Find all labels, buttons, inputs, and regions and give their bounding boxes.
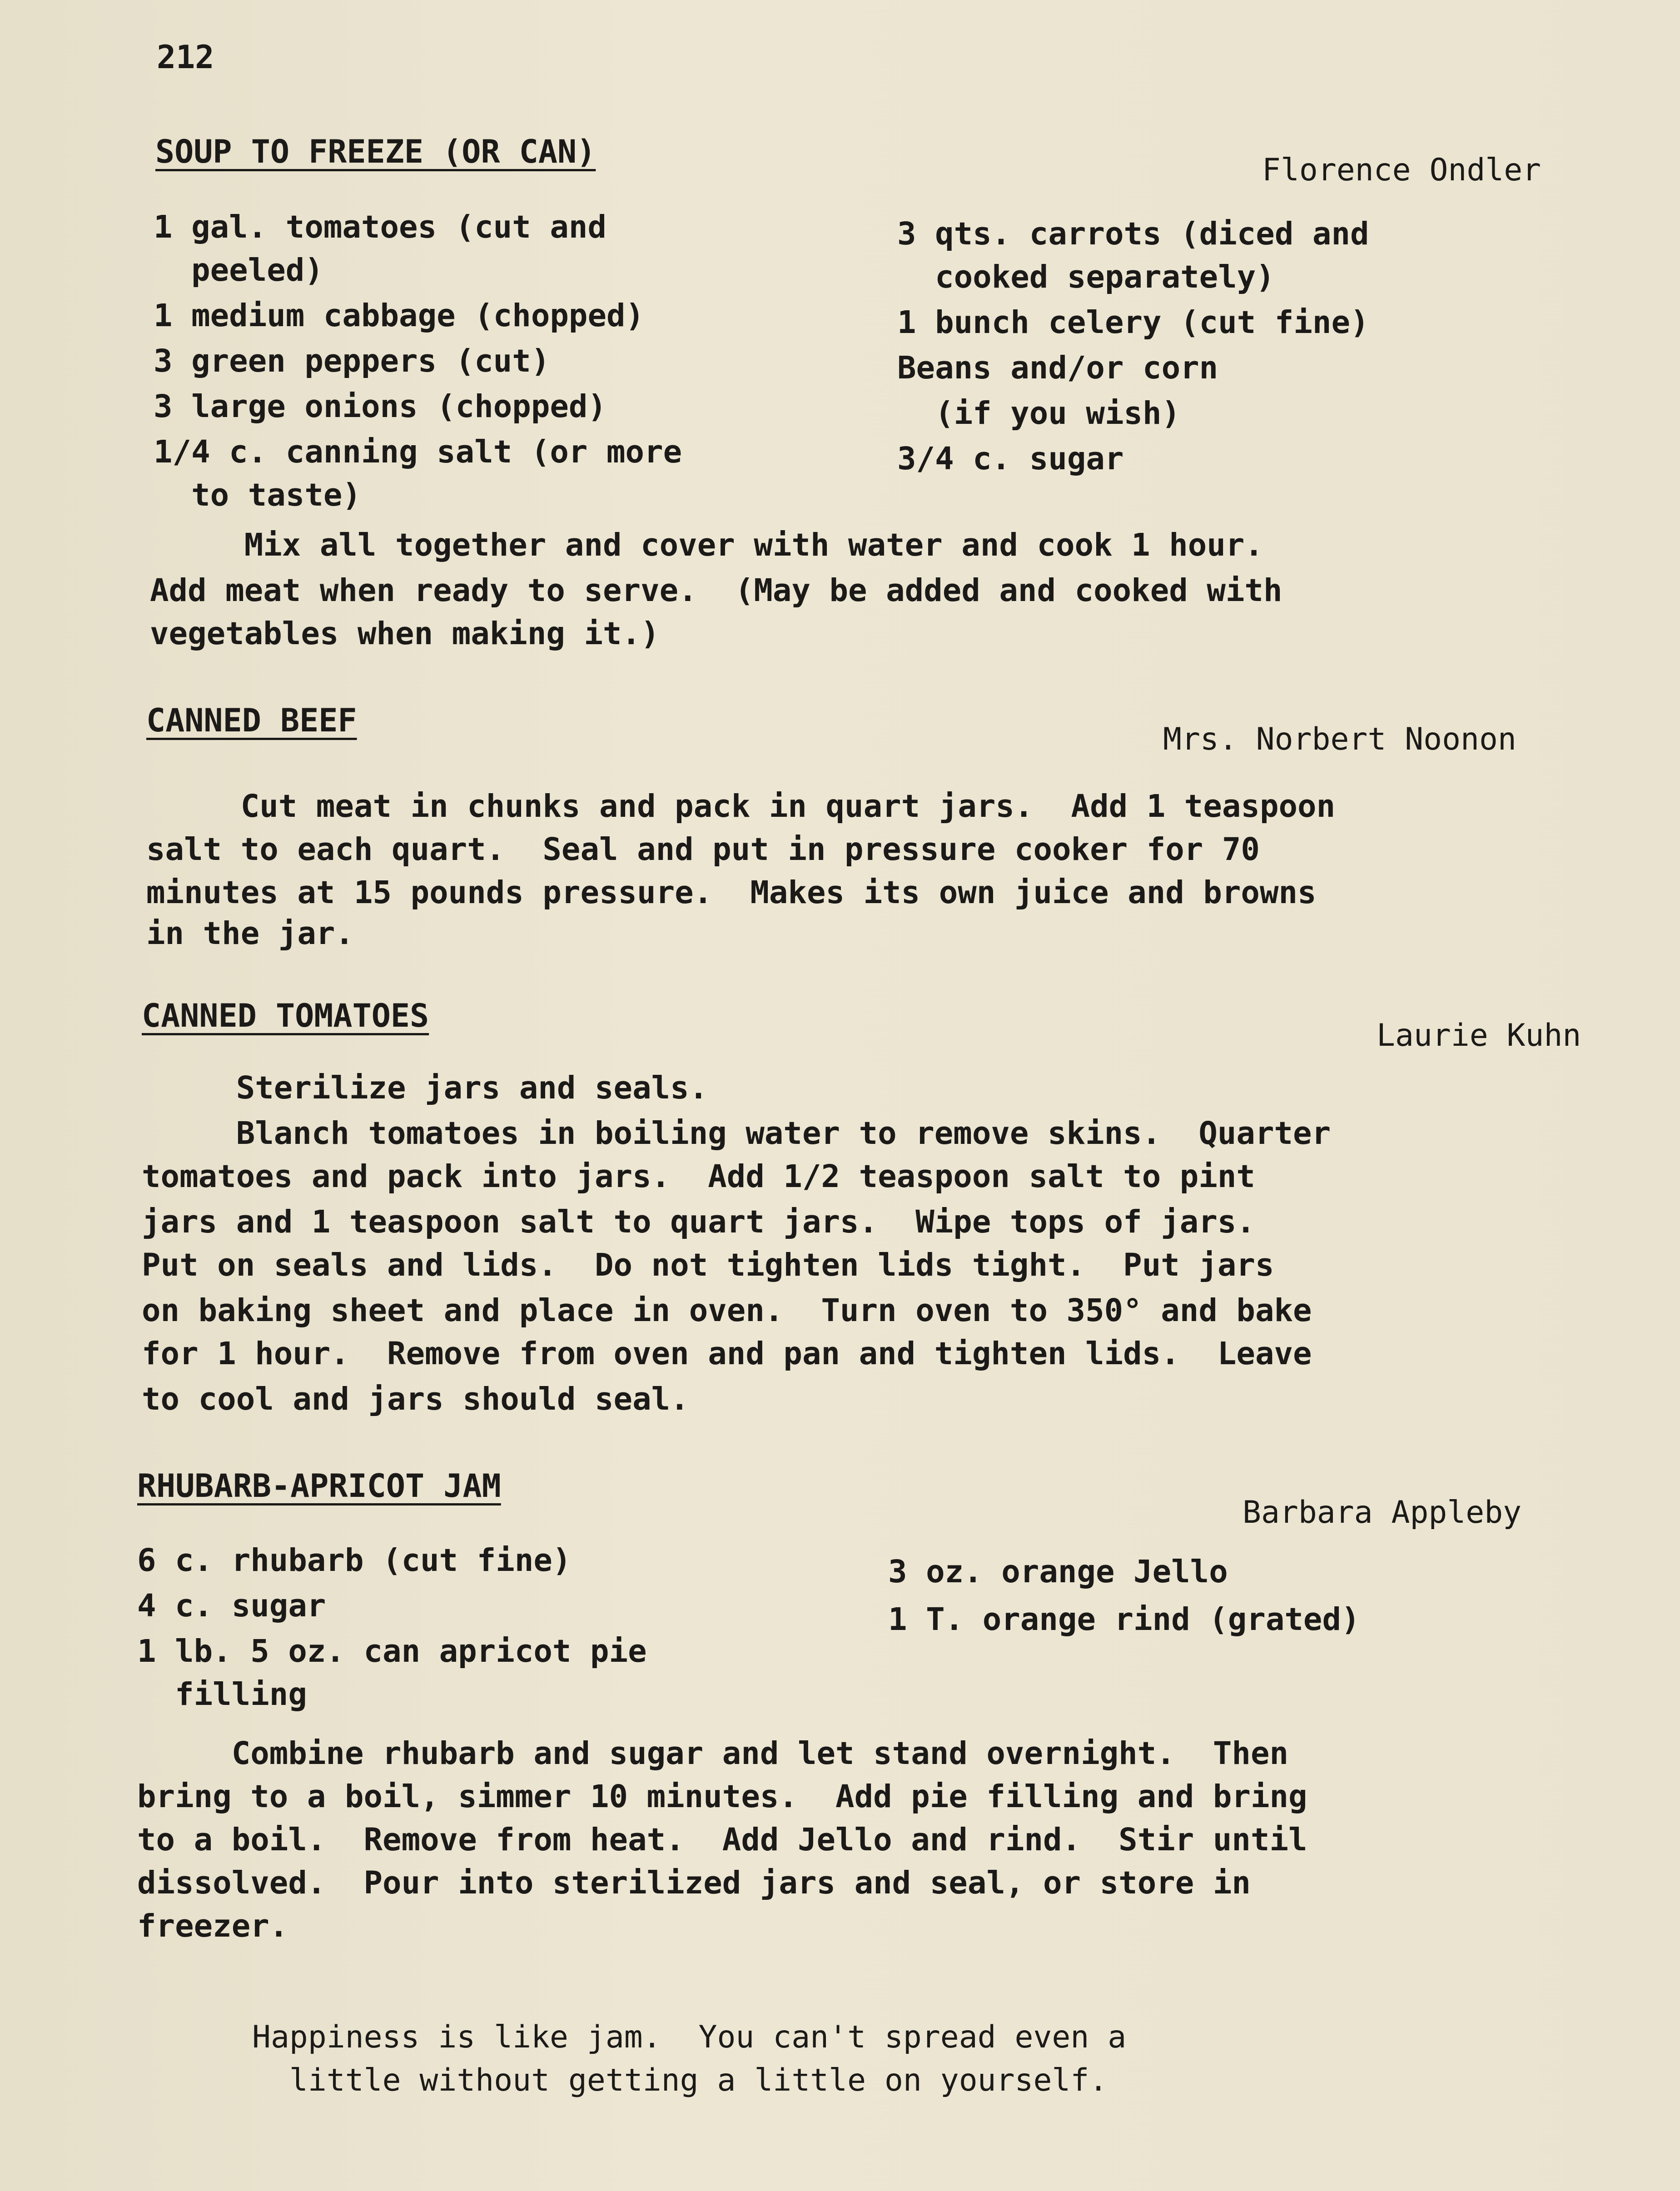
ingredient-line: cooked separately) xyxy=(897,259,1275,295)
ingredient-line: 1 lb. 5 oz. can apricot pie xyxy=(137,1633,647,1669)
ingredient-line: 1 medium cabbage (chopped) xyxy=(154,298,645,334)
closing-quote-line: little without getting a little on yourself. xyxy=(252,2062,1108,2098)
ingredient-line: 1 T. orange rind (grated) xyxy=(888,1601,1360,1638)
ingredient-line: Beans and/or corn xyxy=(897,350,1218,386)
ingredient-line: peeled) xyxy=(154,252,323,288)
directions-line: minutes at 15 pounds pressure. Makes its own juice and browns xyxy=(146,874,1317,911)
page-number: 212 xyxy=(157,39,214,76)
directions-line: Sterilize jars and seals. xyxy=(142,1070,708,1106)
ingredient-line: filling xyxy=(137,1676,307,1713)
ingredient-line: 3 oz. orange Jello xyxy=(888,1554,1228,1590)
ingredient-line: 4 c. sugar xyxy=(137,1588,326,1624)
recipe-author-rhubarb-apricot-jam: Barbara Appleby xyxy=(1243,1495,1522,1530)
ingredient-line: 1 bunch celery (cut fine) xyxy=(897,304,1369,341)
ingredient-line: 3 green peppers (cut) xyxy=(154,343,550,379)
directions-line: on baking sheet and place in oven. Turn oven to 350° and bake xyxy=(142,1292,1312,1329)
directions-line: to a boil. Remove from heat. Add Jello and rind. Stir until xyxy=(137,1822,1307,1858)
directions-line: jars and 1 teaspoon salt to quart jars. Wipe tops of jars. xyxy=(142,1204,1255,1240)
directions-line: freezer. xyxy=(137,1908,288,1944)
directions-line: bring to a boil, simmer 10 minutes. Add pie filling and bring xyxy=(137,1779,1307,1815)
ingredient-line: 1 gal. tomatoes (cut and xyxy=(154,209,606,245)
recipe-author-canned-beef: Mrs. Norbert Noonon xyxy=(1163,721,1516,757)
directions-line: Combine rhubarb and sugar and let stand overnight. Then xyxy=(137,1735,1289,1772)
directions-line: Blanch tomatoes in boiling water to remove skins. Quarter xyxy=(142,1115,1331,1152)
directions-line: in the jar. xyxy=(146,915,354,952)
recipe-title-canned-beef: CANNED BEEF xyxy=(146,702,357,739)
recipe-author-canned-tomatoes: Laurie Kuhn xyxy=(1377,1018,1581,1053)
recipe-title-soup: SOUP TO FREEZE (OR CAN) xyxy=(155,133,596,170)
ingredient-line: 3/4 c. sugar xyxy=(897,441,1124,477)
recipe-title-canned-tomatoes: CANNED TOMATOES xyxy=(142,997,429,1034)
directions-line: Put on seals and lids. Do not tighten lids tight. Put jars xyxy=(142,1247,1274,1283)
ingredient-line: to taste) xyxy=(154,477,361,513)
directions-line: tomatoes and pack into jars. Add 1/2 teaspoon salt to pint xyxy=(142,1158,1255,1195)
directions-line: vegetables when making it.) xyxy=(150,616,660,652)
closing-quote-line: Happiness is like jam. You can't spread even a xyxy=(252,2019,1127,2055)
directions-line: dissolved. Pour into sterilized jars and seal, or store in xyxy=(137,1865,1251,1901)
ingredient-line: 3 large onions (chopped) xyxy=(154,388,606,425)
directions-line: Mix all together and cover with water and cook 1 hour. xyxy=(150,527,1263,563)
directions-line: salt to each quart. Seal and put in pressure cooker for 70 xyxy=(146,831,1260,868)
ingredient-line: 1/4 c. canning salt (or more xyxy=(154,434,682,470)
ingredient-line: (if you wish) xyxy=(897,395,1181,432)
directions-line: Add meat when ready to serve. (May be added and cooked with xyxy=(150,572,1282,609)
directions-line: for 1 hour. Remove from oven and pan and tighten lids. Leave xyxy=(142,1336,1312,1372)
ingredient-line: 6 c. rhubarb (cut fine) xyxy=(137,1542,572,1579)
recipe-author-soup: Florence Ondler xyxy=(1262,152,1541,188)
ingredient-line: 3 qts. carrots (diced and xyxy=(897,216,1369,252)
recipe-title-rhubarb-apricot-jam: RHUBARB-APRICOT JAM xyxy=(137,1467,501,1505)
directions-line: to cool and jars should seal. xyxy=(142,1381,689,1417)
directions-line: Cut meat in chunks and pack in quart jars. Add 1 teaspoon xyxy=(146,788,1336,825)
